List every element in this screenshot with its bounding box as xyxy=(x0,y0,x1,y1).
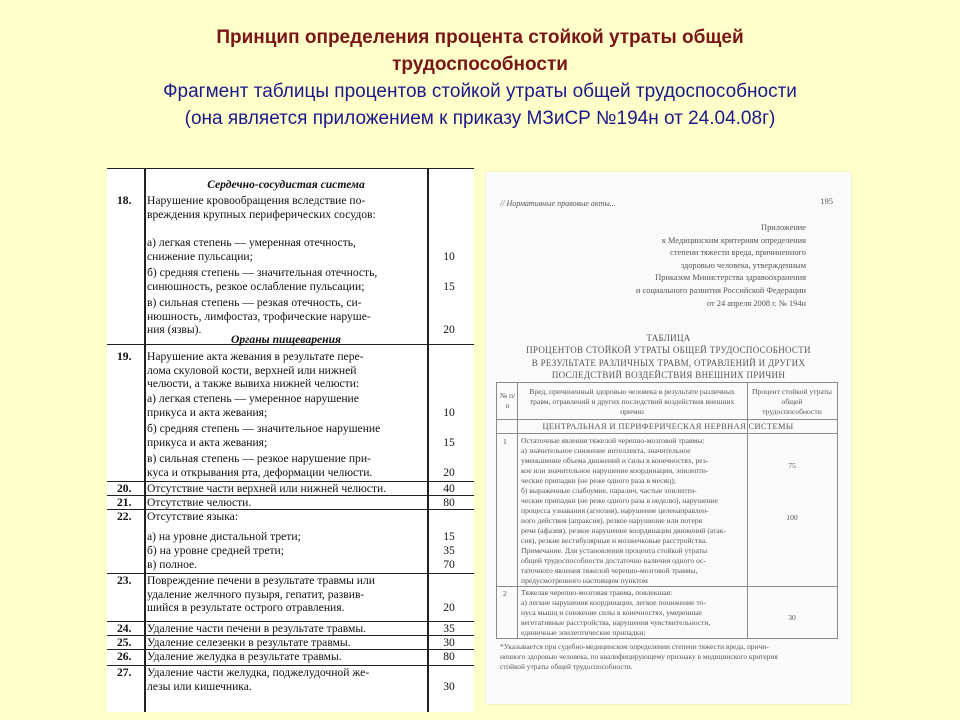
row-text-line: в) сильная степень — резкая отечность, си- xyxy=(147,296,362,309)
row-text-line: удаление желчного пузыря, гепатит, развив- xyxy=(147,587,365,601)
row-text-line: ния (язвы). xyxy=(147,323,202,337)
row-number: 25. xyxy=(117,636,132,649)
section-heading-nervous: ЦЕНТРАЛЬНАЯ И ПЕРИФЕРИЧЕСКАЯ НЕРВНАЯ СИСТЕМЫ xyxy=(542,422,794,431)
row-text xyxy=(147,558,425,572)
page-header: // Нормативные правовые акты... xyxy=(500,199,616,208)
row-text xyxy=(147,622,425,636)
row-2-percent: 30 xyxy=(788,613,796,622)
page-number: 195 xyxy=(820,196,833,206)
row-text-line: Отсутствие языка: xyxy=(147,510,239,523)
row-percent: 30 xyxy=(443,679,455,693)
row-text xyxy=(147,636,425,650)
row-text-line: вегетативные расстройства, нарушения чувствительности, xyxy=(521,618,711,627)
table-title-line: ПРОЦЕНТОВ СТОЙКОЙ УТРАТЫ ОБЩЕЙ ТРУДОСПОСОБНОСТИ xyxy=(526,345,811,356)
row-divider xyxy=(107,481,474,482)
row-percent: 80 xyxy=(443,496,455,509)
row-text-line: в) полное. xyxy=(147,558,198,571)
row-text xyxy=(147,482,425,496)
row-text xyxy=(147,266,425,293)
row-percent: 10 xyxy=(443,249,455,263)
row-percent: 35 xyxy=(443,544,455,557)
row-text-line: ческие припадки (не реже одного раза в неделю), нарушение xyxy=(521,496,718,505)
row-divider xyxy=(107,649,474,650)
table-title-line: ТАБЛИЦА xyxy=(646,333,691,343)
row-text-line: уменьшение объема движений и силы в конечностях, рез- xyxy=(521,456,709,465)
row-1-text xyxy=(521,436,743,586)
row-divider xyxy=(497,433,837,434)
row-text-line: таточного явления тяжелой черепно-мозговой травмы, xyxy=(521,566,698,575)
row-text-line: синюшность, резкое ослабление пульсации; xyxy=(147,279,365,293)
row-text-line: Нарушение кровообращения вследствие по- xyxy=(147,194,366,207)
footnote-line: ненного здоровью человека, по квалифицирующему признаку в медицинского критерия xyxy=(500,652,778,661)
section-heading-digestive: Органы пищеварения xyxy=(230,333,342,346)
row-text xyxy=(147,650,425,664)
row-text-line: сия), резкие вестибулярные и мозжечковые расстройства. xyxy=(521,536,707,545)
row-percent: 10 xyxy=(443,405,455,419)
row-text-line: нюшность, лимфостаз, трофические наруше- xyxy=(147,309,371,323)
row-text xyxy=(147,574,425,615)
row-text-line: в) сильная степень — резкое нарушение при- xyxy=(147,452,371,465)
appendix-line: и социального развития Российской Федерации xyxy=(635,285,806,295)
right-scanned-page xyxy=(486,172,851,704)
row-text xyxy=(147,422,425,449)
row-number: 24. xyxy=(117,622,132,635)
row-number: 20. xyxy=(117,482,132,495)
column-divider xyxy=(427,168,429,712)
row-percent: 15 xyxy=(443,530,455,543)
row-text xyxy=(147,194,425,221)
row-text-line: общей трудоспособности достаточно наличия одного ос- xyxy=(521,556,706,565)
row-percent: 35 xyxy=(443,622,455,635)
col-header-harm: Вред, причиненный здоровью человека в результате различных травм, отравлений и других последствий воздействия внешних причин xyxy=(529,387,735,416)
row-text-line: б) на уровне средней трети; xyxy=(147,544,284,557)
row-text xyxy=(147,392,425,419)
subtitle-line-1: Фрагмент таблицы процентов стойкой утраты общей трудоспособности xyxy=(163,81,797,102)
row-text-line: речи (афазия), резкое нарушение координации движений (атак- xyxy=(521,526,726,535)
row-text-line: нуса мышц и снижение силы в конечностях, умеренные xyxy=(521,608,702,617)
row-percent: 80 xyxy=(443,650,455,663)
row-text-line: ного действия (апраксия), резкое нарушение или потеря xyxy=(521,516,703,525)
row-percent: 40 xyxy=(443,482,455,495)
row-text-line: Нарушение акта жевания в результате пере- xyxy=(147,350,364,363)
col-header-num: № п/п xyxy=(499,391,516,410)
row-percent: 70 xyxy=(443,558,455,571)
row-text-line: предусмотренного настоящим пунктом xyxy=(521,576,648,585)
table-title-line: ПОСЛЕДСТВИЙ ВОЗДЕЙСТВИЯ ВНЕШНИХ ПРИЧИН xyxy=(551,370,786,381)
loss-percent-table xyxy=(496,382,838,639)
title-line-1: Принцип определения процента стойкой утраты общей xyxy=(216,27,744,48)
row-number: 27. xyxy=(117,666,132,679)
row-1-percent-b: 100 xyxy=(786,513,798,522)
row-text-line: Удаление желудка в результате травмы. xyxy=(147,650,342,663)
row-percent: 30 xyxy=(443,636,455,649)
row-text-line: кое или значительное нарушение координации, эпилепти- xyxy=(521,466,709,475)
appendix-line: от 24 апреля 2008 г. № 194н xyxy=(706,298,806,308)
row-text xyxy=(147,296,425,337)
row-text-line: шийся в результате острого отравления. xyxy=(147,601,345,615)
row-number: 18. xyxy=(117,194,132,207)
row-text xyxy=(147,510,425,524)
row-number: 21. xyxy=(117,496,132,509)
row-text-line: ческие припадки (не реже одного раза в месяц); xyxy=(521,476,676,485)
row-percent: 20 xyxy=(443,601,455,615)
row-text-line: б) средняя степень — значительная отечность, xyxy=(147,266,378,279)
row-number: 22. xyxy=(117,510,132,523)
row-text xyxy=(147,544,425,558)
row-divider xyxy=(107,573,474,574)
row-percent: 15 xyxy=(443,279,455,293)
row-text xyxy=(147,666,425,693)
row-text-line: процесса узнавания (агнозия), нарушение целенаправлен- xyxy=(521,506,709,515)
row-text xyxy=(147,350,425,391)
row-text-line: а) легкие нарушения координации, легкое понижение то- xyxy=(521,598,706,607)
footnote-line: *Указывается при судебно-медицинском определении степени тяжести вреда, причи- xyxy=(500,642,769,651)
row-text-line: прикуса и акта жевания; xyxy=(147,435,268,449)
row-text-line: Отсутствие челюсти. xyxy=(147,496,252,509)
row-text xyxy=(147,452,425,479)
slide-title-block xyxy=(0,24,960,132)
title-line-2: трудоспособности xyxy=(392,54,568,75)
row-text-line: б) выраженные слабоумие, паралич, частые эпилепти- xyxy=(521,486,697,495)
row-divider xyxy=(107,621,474,622)
appendix-line: здоровью человека, утвержденным xyxy=(680,260,806,270)
row-divider xyxy=(107,509,474,510)
appendix-line: к Медицинским критериям определения xyxy=(661,235,806,245)
col-header-percent: Процент стойкой утраты общей трудоспособности xyxy=(752,387,832,416)
row-number: 23. xyxy=(117,574,132,587)
row-number: 2 xyxy=(503,589,507,598)
row-text-line: Тяжелая черепно-мозговая травма, повлекшая: xyxy=(521,588,673,597)
row-text-line: куса и открывания рта, деформации челюсти. xyxy=(147,465,373,479)
subtitle-line-2: (она является приложением к приказу МЗиСР №194н от 24.04.08г) xyxy=(184,108,776,129)
row-text-line: лома скуловой кости, верхней или нижней xyxy=(147,363,357,377)
left-scanned-table xyxy=(107,168,474,712)
row-percent: 15 xyxy=(443,435,455,449)
row-number: 1 xyxy=(503,437,507,446)
row-text-line: Примечание. Для установления процента стойкой утраты xyxy=(521,546,708,555)
row-number: 19. xyxy=(117,350,132,363)
row-2-text xyxy=(521,588,743,638)
row-text-line: Повреждение печени в результате травмы или xyxy=(147,574,375,587)
row-divider xyxy=(107,168,474,169)
row-text-line: снижение пульсации; xyxy=(147,249,253,263)
footnote-line: стойкой утраты общей трудоспособности. xyxy=(500,662,633,671)
table-title-line: В РЕЗУЛЬТАТЕ РАЗЛИЧНЫХ ТРАВМ, ОТРАВЛЕНИЙ И ДРУГИХ xyxy=(531,357,806,368)
row-text-line: вреждения крупных периферических сосудов: xyxy=(147,207,376,221)
row-text-line: Отсутствие части верхней или нижней челюсти. xyxy=(147,482,387,495)
row-text-line: Удаление части желудка, поджелудочной же- xyxy=(147,666,370,679)
row-divider xyxy=(107,495,474,496)
row-text-line: лезы или кишечника. xyxy=(147,679,252,693)
row-number: 26. xyxy=(117,650,132,663)
row-text-line: челюсти, а также вывиха нижней челюсти: xyxy=(147,377,360,391)
row-text-line: а) легкая степень — умеренное нарушение xyxy=(147,392,359,405)
section-heading-cardio: Сердечно-сосудистая система xyxy=(207,178,365,191)
footnote xyxy=(500,642,830,672)
row-percent: 20 xyxy=(443,323,455,337)
row-text xyxy=(147,496,425,510)
row-text xyxy=(147,236,425,263)
row-text-line: единичные эпилептические припадки; xyxy=(521,628,646,637)
row-text-line: Остаточные явления тяжелой черепно-мозговой травмы: xyxy=(521,436,705,445)
row-text-line: Удаление части печени в результате травмы. xyxy=(147,622,367,635)
appendix-line: степени тяжести вреда, причиненного xyxy=(670,248,806,258)
row-text xyxy=(147,530,425,544)
row-divider xyxy=(497,586,837,587)
row-text-line: Удаление селезенки в результате травмы. xyxy=(147,636,351,649)
row-percent: 20 xyxy=(443,465,455,479)
row-text-line: прикуса и акта жевания; xyxy=(147,405,268,419)
appendix-line: Приложение xyxy=(761,223,806,232)
row-divider xyxy=(497,419,837,420)
appendix-line: Приказом Министерства здравоохранения xyxy=(655,273,806,283)
row-text-line: а) легкая степень — умеренная отечность, xyxy=(147,236,356,249)
table-title xyxy=(486,332,851,382)
row-text-line: б) средняя степень — значительное нарушение xyxy=(147,422,381,435)
appendix-note xyxy=(596,222,806,310)
row-1-percent-a: 75 xyxy=(788,461,796,470)
row-text-line: а) значительное снижение интеллекта, значительное xyxy=(521,446,691,455)
row-divider xyxy=(107,635,474,636)
row-divider xyxy=(107,665,474,666)
row-text-line: а) на уровне дистальной трети; xyxy=(147,530,301,543)
